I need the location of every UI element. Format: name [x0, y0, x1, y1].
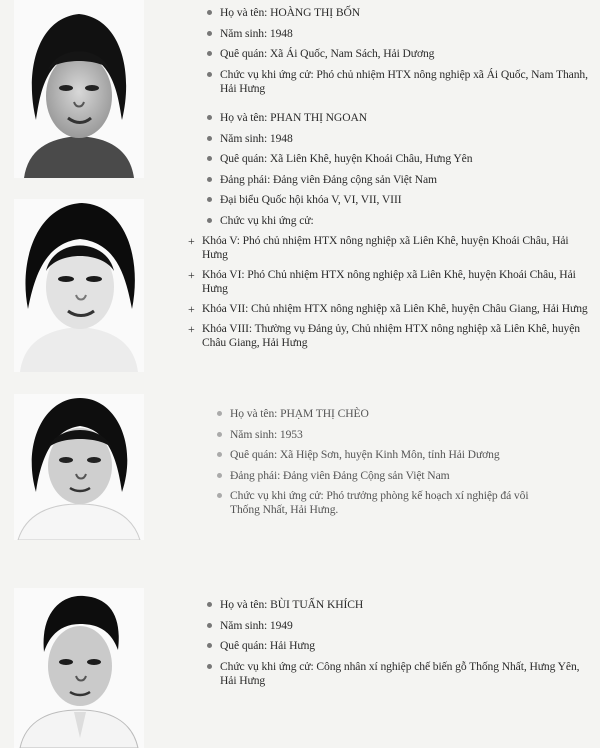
hometown-line: Quê quán: Xã Liên Khê, huyện Khoái Châu, Hưng Yên	[204, 152, 592, 166]
position-header: Chức vụ khi ứng cử:	[204, 214, 592, 228]
person-info-pham-thi-cheo	[214, 407, 592, 523]
bullet-icon	[207, 218, 212, 223]
person-info-phan-thi-ngoan	[188, 111, 592, 356]
party-line: Đảng phái: Đảng viên Đảng Cộng sản Việt Nam	[214, 469, 592, 483]
hometown-line: Quê quán: Hải Hưng	[204, 639, 592, 653]
position-line: Chức vụ khi ứng cử: Phó trưởng phòng kế hoạch xí nghiệp đá vôi Thống Nhất, Hải Hưng.	[214, 489, 592, 517]
bullet-icon	[207, 602, 212, 607]
bullet-icon	[207, 623, 212, 628]
bullet-icon	[207, 136, 212, 141]
bullet-icon	[207, 31, 212, 36]
birth-line: Năm sinh: 1953	[214, 428, 592, 442]
person-info-bui-tuan-khich	[204, 598, 592, 694]
bullet-icon	[217, 473, 222, 478]
bullet-icon	[217, 493, 222, 498]
bullet-icon	[207, 664, 212, 669]
term-line-v: + Khóa V: Phó chủ nhiệm HTX nông nghiệp xã Liên Khê, huyện Khoái Châu, Hải Hưng	[188, 234, 569, 261]
name-line: Họ và tên: PHẠM THỊ CHÈO	[214, 407, 592, 421]
portrait-pham-thi-cheo	[14, 394, 144, 540]
party-line: Đảng phái: Đảng viên Đảng cộng sản Việt Nam	[204, 173, 592, 187]
plus-icon: +	[188, 322, 195, 336]
bullet-icon	[207, 177, 212, 182]
name-line: Họ và tên: BÙI TUẤN KHÍCH	[204, 598, 592, 612]
name-line: Họ và tên: HOÀNG THỊ BỐN	[204, 6, 592, 20]
bullet-icon	[217, 411, 222, 416]
birth-line: Năm sinh: 1948	[204, 132, 592, 146]
position-line: Chức vụ khi ứng cử: Phó chủ nhiệm HTX nông nghiệp xã Ái Quốc, Nam Thanh, Hải Hưng	[204, 68, 592, 96]
bullet-icon	[207, 10, 212, 15]
hometown-line: Quê quán: Xã Ái Quốc, Nam Sách, Hải Dương	[204, 47, 592, 61]
plus-icon: +	[188, 268, 195, 282]
name-line: Họ và tên: PHAN THỊ NGOAN	[204, 111, 592, 125]
plus-icon: +	[188, 234, 195, 248]
plus-icon: +	[188, 302, 195, 316]
portrait-phan-thi-ngoan	[14, 199, 144, 372]
hometown-line: Quê quán: Xã Hiệp Sơn, huyện Kinh Môn, tỉnh Hải Dương	[214, 448, 592, 462]
birth-line: Năm sinh: 1949	[204, 619, 592, 633]
bullet-icon	[207, 115, 212, 120]
bullet-icon	[217, 432, 222, 437]
delegate-line: Đại biểu Quốc hội khóa V, VI, VII, VIII	[204, 193, 592, 207]
birth-line: Năm sinh: 1948	[204, 27, 592, 41]
bullet-icon	[207, 51, 212, 56]
bullet-icon	[207, 156, 212, 161]
bullet-icon	[207, 643, 212, 648]
bullet-icon	[207, 72, 212, 77]
term-line-viii: + Khóa VIII: Thường vụ Đảng ủy, Chủ nhiệm HTX nông nghiệp xã Liên Khê, huyện Châu Giang, Hải Hưng	[188, 322, 580, 349]
term-line-vii: + Khóa VII: Chủ nhiệm HTX nông nghiệp xã Liên Khê, huyện Châu Giang, Hải Hưng	[188, 302, 588, 316]
portrait-hoang-thi-bon	[14, 0, 144, 178]
bullet-icon	[217, 452, 222, 457]
term-line-vi: + Khóa VI: Phó Chủ nhiệm HTX nông nghiệp xã Liên Khê, huyện Khoái Châu, Hải Hưng	[188, 268, 576, 295]
bullet-icon	[207, 197, 212, 202]
portrait-bui-tuan-khich	[14, 588, 144, 748]
person-info-hoang-thi-bon	[204, 6, 592, 102]
position-line: Chức vụ khi ứng cử: Công nhân xí nghiệp chế biến gỗ Thống Nhất, Hưng Yên, Hải Hưng	[204, 660, 592, 688]
